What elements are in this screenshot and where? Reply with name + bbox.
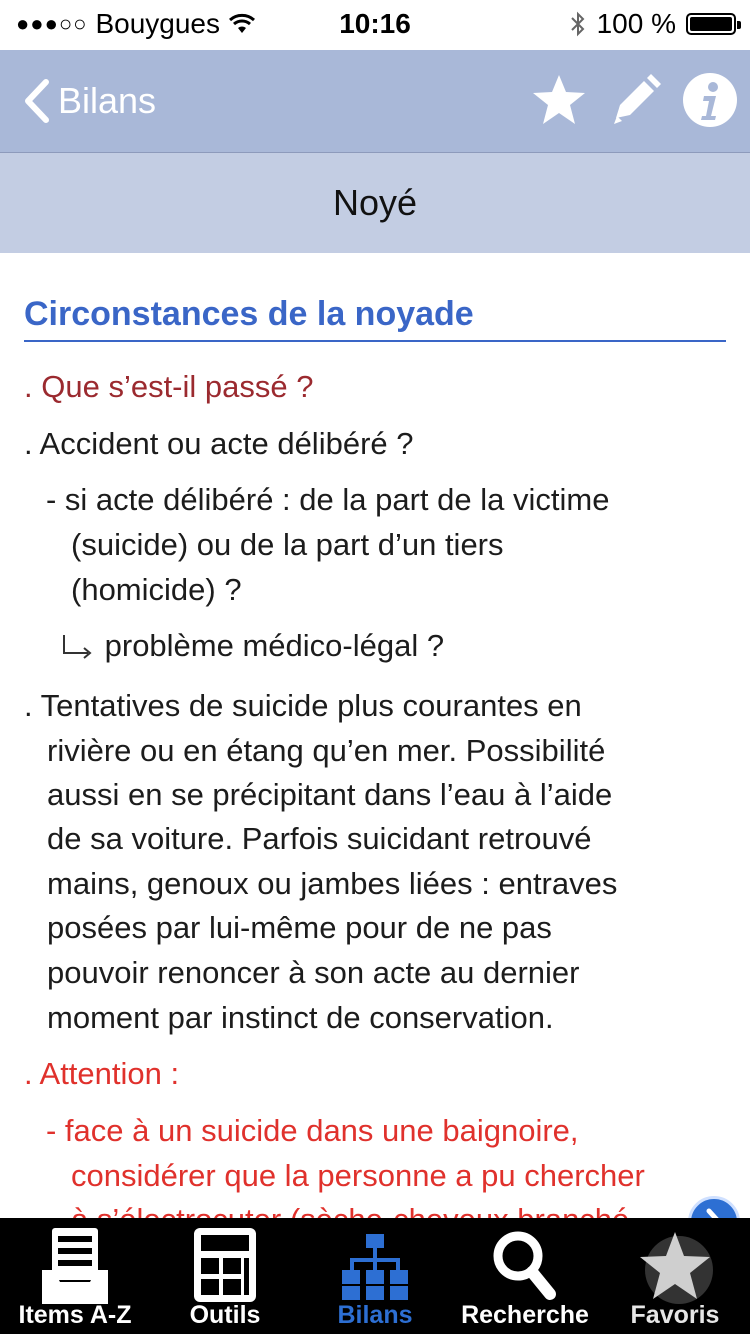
tab-label: Items A-Z [18,1301,132,1329]
paragraph-line: posées par lui-même pour de ne pas [47,910,552,945]
sub-item-line: (homicide) ? [71,572,242,607]
arrow-item [60,623,444,668]
attention-text: Attention : [39,1056,180,1091]
back-button[interactable] [18,78,156,124]
info-icon[interactable] [682,72,738,128]
page-title: Noyé [0,153,750,253]
hierarchy-icon [338,1232,412,1302]
paragraph-line: moment par instinct de conservation. [47,1000,554,1035]
carrier-name: Bouygues [95,8,220,39]
tab-recherche[interactable] [450,1218,600,1334]
paragraph-line: pouvoir renoncer à son acte au dernier [47,955,580,990]
paragraph-text: Tentatives de suicide plus courantes en [40,688,582,723]
tab-label: Recherche [461,1301,589,1329]
tab-outils[interactable] [150,1218,300,1334]
bullet-dot: . [24,426,40,461]
paragraph-line [24,683,582,728]
inbox-icon [40,1226,110,1306]
tab-favoris[interactable] [600,1218,750,1334]
sub-item-line: - si acte délibéré : de la part de la victime [46,482,610,517]
tab-bilans[interactable] [300,1218,450,1334]
arrow-item-text: problème médico-légal ? [104,628,445,663]
bullet-dot: . [24,1056,40,1091]
question-accident: Accident ou acte délibéré ? [39,426,414,461]
star-icon [635,1226,715,1306]
bullet-dot: . [24,688,41,723]
return-arrow-icon [60,633,96,663]
navigation-bar [0,50,750,153]
warning-line: considérer que la personne a pu chercher [71,1158,645,1193]
back-label: Bilans [58,80,157,121]
pencil-icon[interactable] [608,72,662,128]
section-title: Circonstances de la noyade [24,295,726,342]
paragraph-line: de sa voiture. Parfois suicidant retrouvé [47,821,592,856]
tab-label: Outils [189,1301,261,1329]
question-line [24,421,413,466]
paragraph-line: mains, genoux ou jambes liées : entraves [47,866,618,901]
tab-label: Favoris [630,1301,720,1329]
bullet-dot: . [24,369,42,404]
tab-items-a-z[interactable] [0,1218,150,1334]
nav-actions [530,72,738,128]
article-content [0,253,750,1218]
search-icon [490,1226,560,1306]
tab-bar [0,1218,750,1334]
paragraph-line: rivière ou en étang qu’en mer. Possibilité [47,733,606,768]
sub-item-line: (suicide) ou de la part d’un tiers [71,527,504,562]
attention-heading [24,1051,179,1096]
status-bar [0,0,750,50]
paragraph-line: aussi en se précipitant dans l’eau à l’aide [47,777,613,812]
status-right [569,8,736,40]
question-what-happened: Que s’est-il passé ? [41,369,314,404]
warning-line: - face à un suicide dans une baignoire, [46,1113,579,1148]
star-icon[interactable] [530,72,588,128]
signal-dots-icon: ●●●○○ [16,11,88,36]
calculator-icon [192,1226,258,1306]
chevron-left-icon [18,78,58,124]
bluetooth-icon [569,10,587,38]
question-line [24,364,313,409]
clock: 10:16 [339,8,411,39]
battery-icon [686,13,736,35]
battery-percent: 100 % [596,8,676,39]
tab-label: Bilans [337,1301,413,1329]
